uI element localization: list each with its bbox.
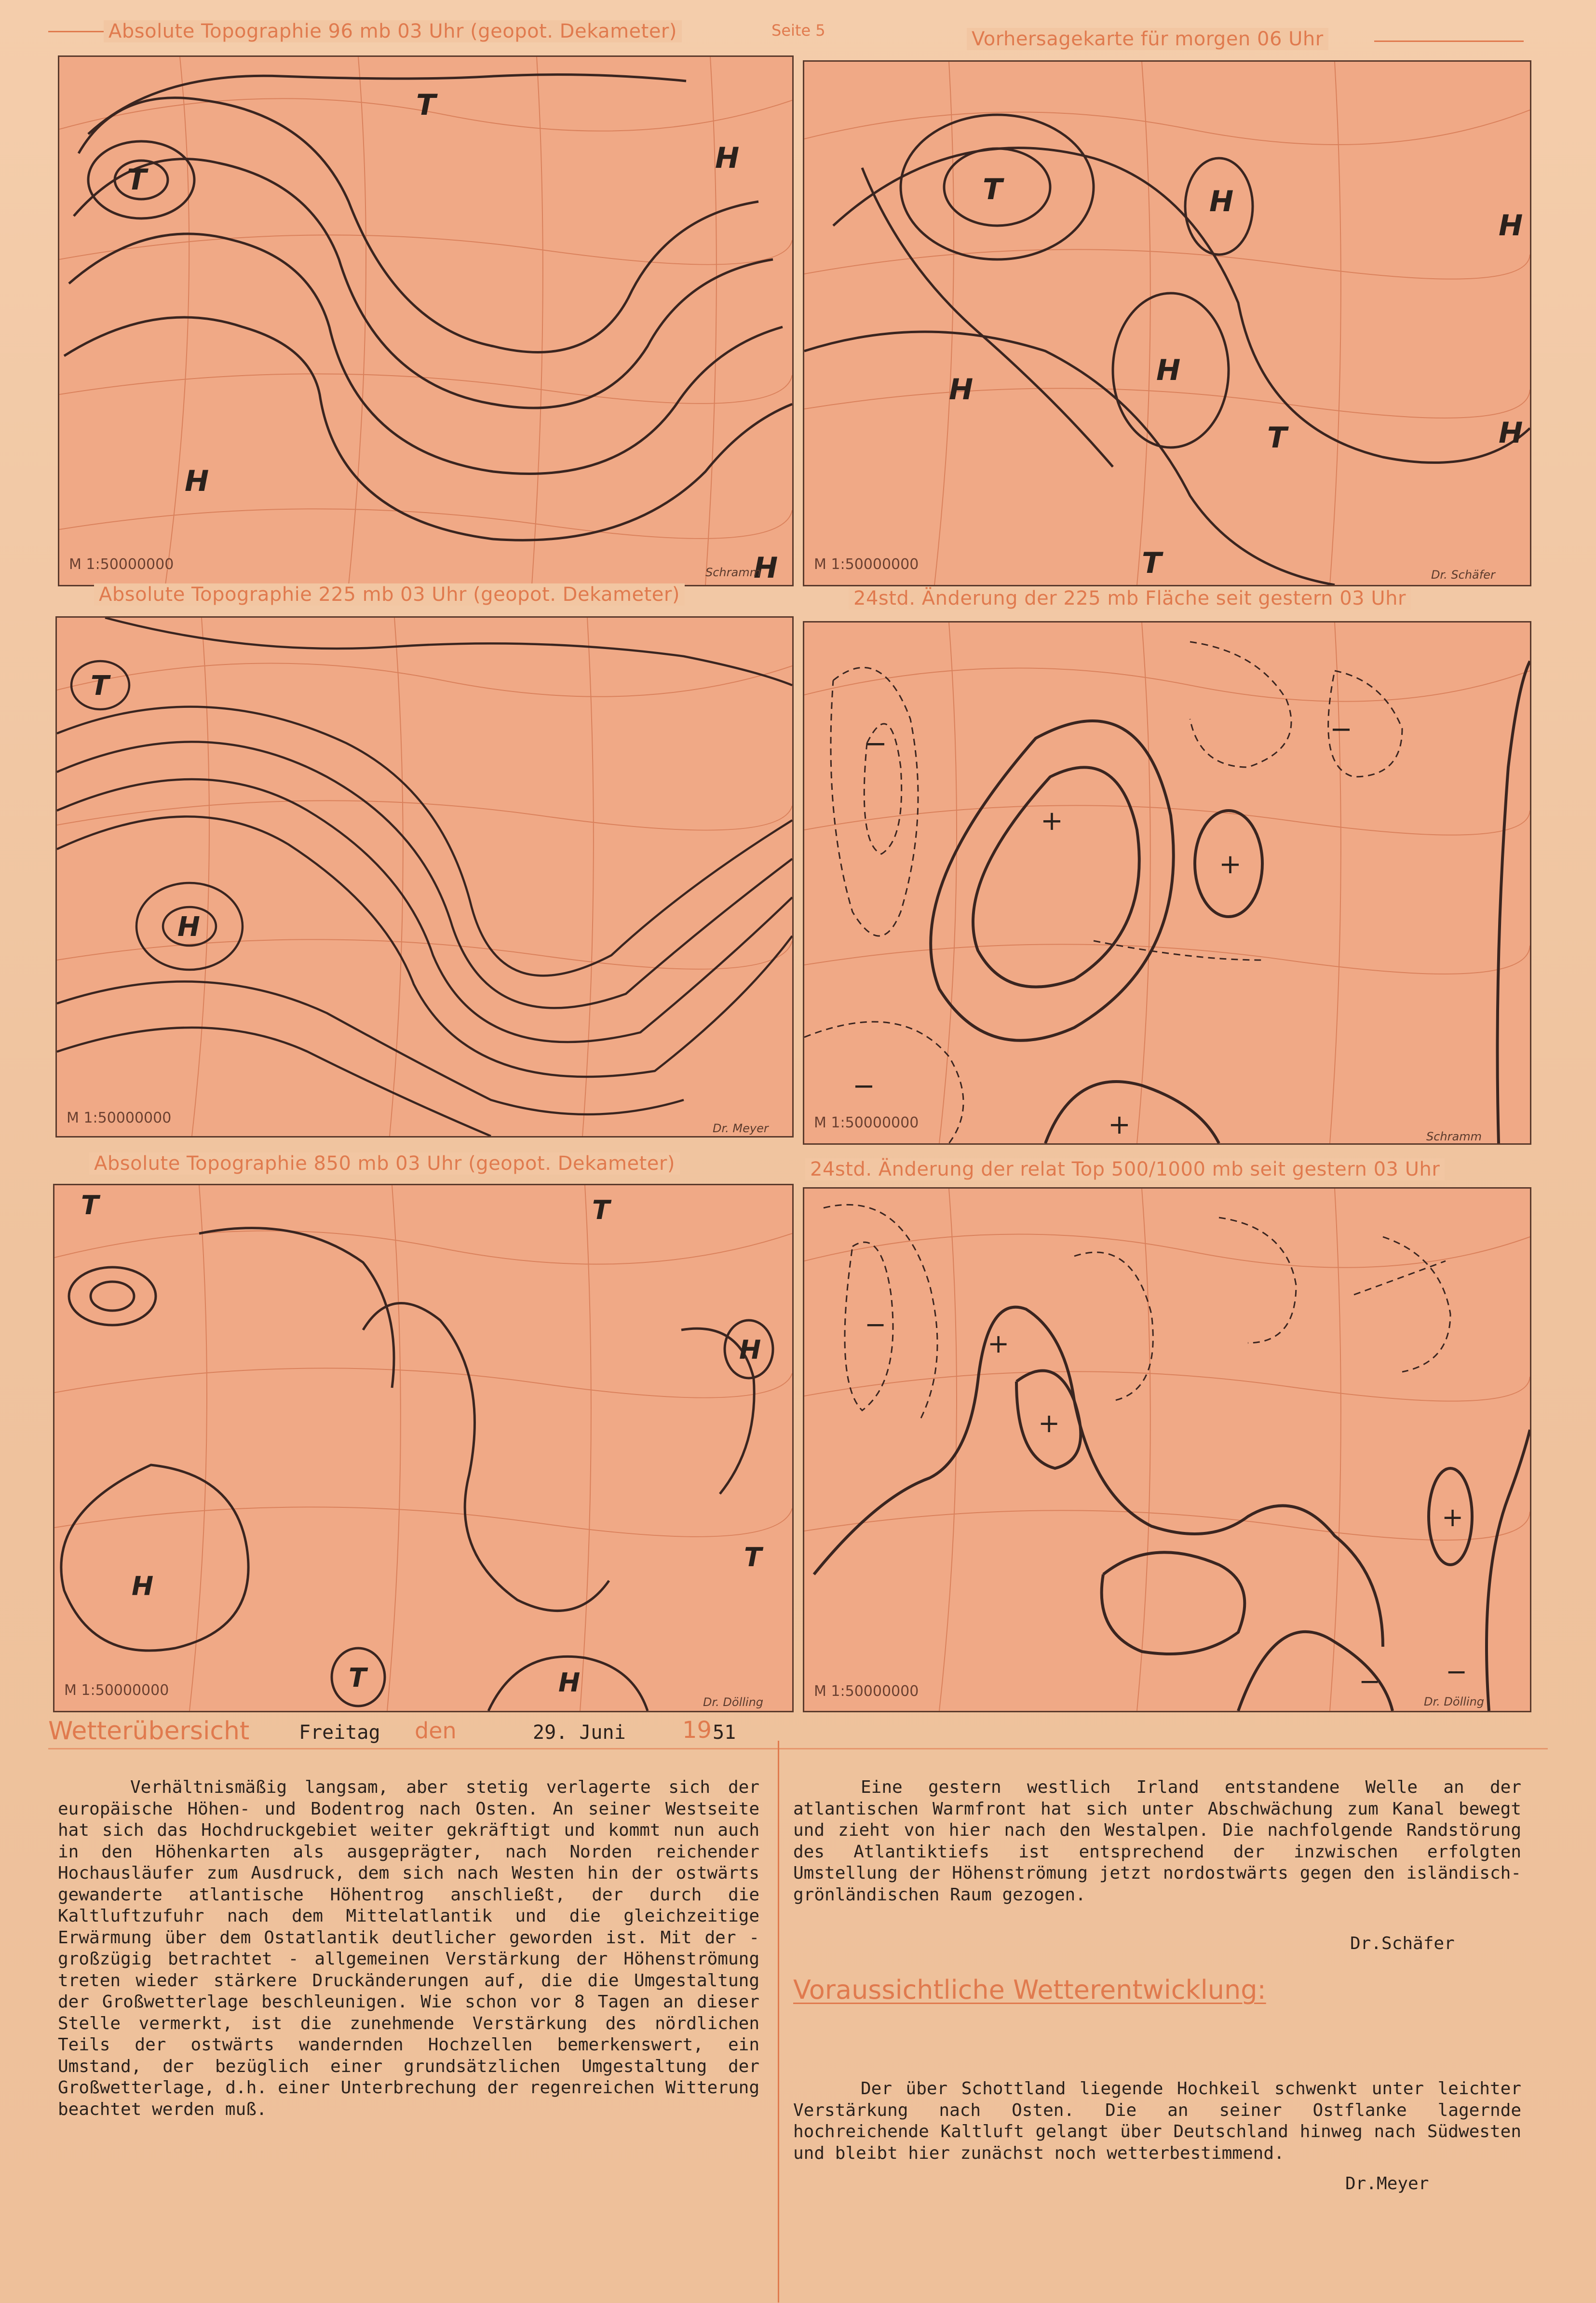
year-prefix: 19 [682, 1717, 712, 1744]
svg-text:−: − [1330, 714, 1353, 745]
title-rule [1374, 41, 1524, 42]
title-rule [48, 31, 106, 32]
svg-text:−: − [1446, 1656, 1468, 1687]
high-marker: H [949, 373, 974, 406]
contour-map-850mb [54, 1185, 792, 1711]
svg-text:−: − [865, 1309, 887, 1340]
overview-left-text: Verhältnismäßig langsam, aber stetig verlagerte sich der europäische Höhen- und Bodentrog nach Osten. An seiner Westseite hat sich das Hochdruckgebiet weiter gekräftigt und kommt nun auch in den Höhenkarten als ausgeprägter, nach Norden reichender Hochausläufer zum Ausdruck, dem sich nach Westen hin der ostwärts gewanderte atlantische Höhentrog anschließt, der durch die Kaltluftzufuhr nach dem Mittelatlantik und die gleichzeitige Erwärmung über dem Ostatlantik deutlicher geworden ist. Mit der - großzügig betrachtet - allgemeinen Verstärkung der Höhenströmung treten wieder stärkere Druckänderungen auf, die die Umgestaltung der Großwetterlage beschleunigen. Wie schon vor 8 Tagen an dieser Stelle vermerkt, ist die zunehmende Verstärkung des nördlichen Teils der ostwärts wandernden Hochzellen bemerkenswert, ein Umstand, der bezüglich einer grundsätzlichen Umgestaltung der Großwetterlage, d.h. einer Unterbrechung der regenreichen Witterung beachtet werden muß. [58, 1777, 759, 2119]
forecast-signature: Dr.Meyer [1345, 2174, 1429, 2194]
low-marker: T [416, 88, 436, 122]
map-title-96mb: Absolute Topographie 96 mb 03 Uhr (geopot. Dekameter) [104, 20, 682, 42]
map-850mb [53, 1184, 794, 1712]
map-title-225mb: Absolute Topographie 225 mb 03 Uhr (geopot. Dekameter) [94, 583, 685, 606]
high-marker: H [739, 1335, 761, 1365]
high-marker: H [177, 911, 200, 943]
map-scale: M 1:50000000 [69, 556, 174, 573]
map-scale: M 1:50000000 [814, 1683, 919, 1700]
isoallobar-map-225 [804, 623, 1530, 1143]
right-signature: Dr.Schäfer [1350, 1934, 1455, 1953]
map-author: Dr. Dölling [1424, 1695, 1485, 1708]
svg-text:−: − [852, 1070, 875, 1102]
low-marker: T [349, 1663, 366, 1693]
contour-map-225mb [57, 618, 792, 1136]
svg-text:+: + [1108, 1109, 1131, 1140]
forecast-text: Der über Schottland liegende Hochkeil schwenkt unter leichter Verstärkung nach Osten. Die an seiner Ostflanke lagernde hochreichende Kaltluft gelangt über Deutschland hinweg nach Südwesten und bleibt hier zunächst noch wetterbestimmend. [793, 2079, 1521, 2163]
map-96mb [58, 55, 794, 586]
high-marker: H [558, 1667, 581, 1698]
svg-text:+: + [987, 1328, 1010, 1359]
low-marker: T [81, 1190, 99, 1220]
isobar-map-forecast [804, 62, 1530, 585]
weekday: Freitag [299, 1721, 380, 1744]
svg-text:+: + [1219, 849, 1242, 880]
svg-text:−: − [865, 728, 887, 759]
high-marker: H [1209, 185, 1234, 218]
low-marker: T [127, 163, 147, 197]
map-225-change [803, 621, 1531, 1145]
map-author: Dr. Meyer [713, 1122, 769, 1135]
map-author: Schramm [705, 566, 761, 579]
low-marker: T [1142, 546, 1162, 580]
map-author: Dr. Dölling [703, 1695, 764, 1709]
map-title-forecast: Vorhersagekarte für morgen 06 Uhr [967, 28, 1328, 50]
contour-map-96mb [59, 57, 792, 585]
low-marker: T [1267, 421, 1287, 455]
map-scale: M 1:50000000 [67, 1110, 172, 1126]
high-marker: H [132, 1571, 154, 1601]
low-marker: T [592, 1195, 610, 1225]
svg-text:+: + [1038, 1408, 1060, 1438]
svg-text:+: + [1442, 1502, 1464, 1532]
high-marker: H [715, 141, 740, 175]
isoallohypse-map [804, 1189, 1530, 1711]
page-number: Seite 5 [771, 21, 825, 40]
low-marker: T [744, 1542, 762, 1572]
high-marker: H [754, 551, 778, 585]
high-marker: H [1499, 416, 1523, 450]
map-author: Schramm [1426, 1130, 1482, 1143]
low-marker: T [91, 670, 109, 702]
map-scale: M 1:50000000 [814, 556, 919, 573]
column-divider [778, 1741, 779, 2303]
map-title-850mb: Absolute Topographie 850 mb 03 Uhr (geopot. Dekameter) [89, 1152, 680, 1175]
map-scale: M 1:50000000 [64, 1682, 169, 1699]
overview-title: Wetterübersicht [48, 1717, 250, 1746]
high-marker: H [185, 464, 209, 498]
map-225mb [55, 616, 794, 1138]
forecast-title: Voraussichtliche Wetterentwicklung: [793, 1975, 1266, 2005]
map-author: Dr. Schäfer [1431, 568, 1495, 582]
high-marker: H [1499, 209, 1523, 243]
date-den-label: den [415, 1718, 457, 1744]
overview-right-text: Eine gestern westlich Irland entstandene Welle an der atlantischen Warmfront hat sich unter Abschwächung zum Kanal bewegt und zieht von hier nach den Westalpen. Die nachfolgende Randstörung des Atlantiktiefs ist entsprechend der inzwischen erfolgten Umstellung der Höhenströmung jetzt nordostwärts gegen den isländisch-grönländischen Raum gezogen. [793, 1777, 1521, 1905]
map-title-225-change: 24std. Änderung der 225 mb Fläche seit gestern 03 Uhr [849, 587, 1411, 610]
low-marker: T [983, 173, 1002, 206]
date: 29. Juni [533, 1721, 626, 1744]
svg-text:−: − [1359, 1666, 1381, 1696]
map-forecast [803, 60, 1531, 586]
high-marker: H [1156, 353, 1181, 387]
map-title-500-1000-change: 24std. Änderung der relat Top 500/1000 mb seit gestern 03 Uhr [805, 1158, 1445, 1180]
map-500-1000-change [803, 1187, 1531, 1712]
map-scale: M 1:50000000 [814, 1114, 919, 1131]
year-suffix: 51 [713, 1721, 736, 1744]
svg-text:+: + [1041, 805, 1063, 837]
section-rule [48, 1748, 1548, 1749]
